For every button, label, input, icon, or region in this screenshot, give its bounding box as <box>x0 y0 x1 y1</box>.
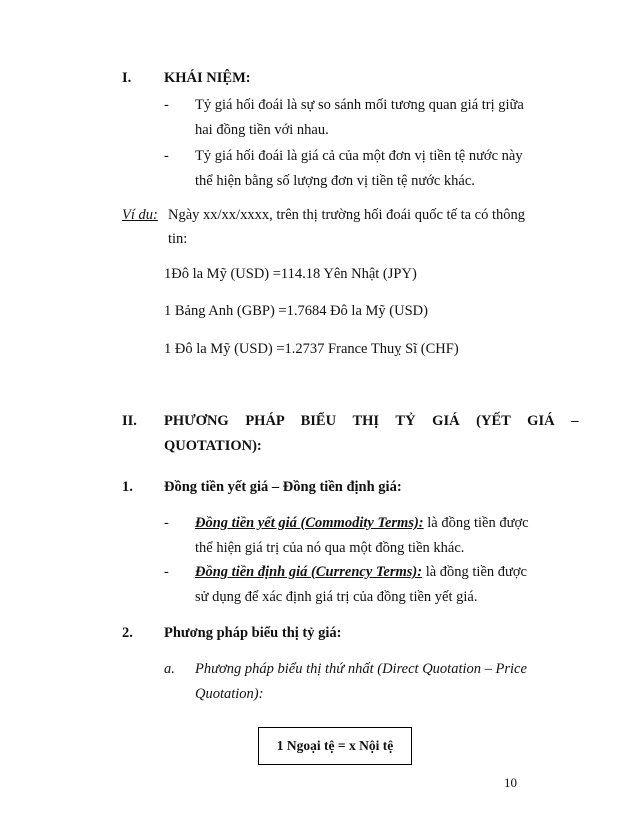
term-line <box>195 563 527 581</box>
bullet-dash: - <box>164 515 169 531</box>
term-description: là đồng tiền được <box>422 564 527 580</box>
bullet-dash: - <box>164 148 169 164</box>
exchange-rate-line: 1 Đô la Mỹ (USD) =1.2737 France Thuỵ Sĩ (CHF) <box>164 341 459 357</box>
subsection-1-number: 1. <box>122 479 133 495</box>
subsection-2-number: 2. <box>122 625 133 641</box>
bullet-dash: - <box>164 97 169 113</box>
page-number: 10 <box>504 775 517 790</box>
section-2-title-line: QUOTATION): <box>164 438 262 454</box>
item-a-text-line: Phương pháp biểu thị thứ nhất (Direct Quotation – Price <box>195 661 527 677</box>
section-2-number: II. <box>122 413 137 429</box>
bullet-dash: - <box>164 564 169 580</box>
section-2-title-line: PHƯƠNG PHÁP BIỂU THỊ TỶ GIÁ (YẾT GIÁ – <box>164 413 579 429</box>
bullet-text-line: thể hiện bằng số lượng đơn vị tiền tệ nước khác. <box>195 173 475 189</box>
section-1-number: I. <box>122 70 132 86</box>
formula-text: 1 Ngoại tệ = x Nội tệ <box>276 738 394 753</box>
section-1-title: KHÁI NIỆM: <box>164 70 251 86</box>
exchange-rate-line: 1Đô la Mỹ (USD) =114.18 Yên Nhật (JPY) <box>164 266 417 282</box>
term-line <box>195 514 529 532</box>
subsection-1-title: Đồng tiền yết giá – Đồng tiền định giá: <box>164 479 402 495</box>
term-commodity: Đồng tiền yết giá (Commodity Terms): <box>195 515 424 531</box>
example-label: Ví du: <box>122 207 158 223</box>
term-description: là đồng tiền được <box>423 515 529 531</box>
example-text-line: Ngày xx/xx/xxxx, trên thị trường hối đoái quốc tế ta có thông <box>168 207 526 223</box>
bullet-text-line: sử dụng để xác định giá trị của đồng tiền yết giá. <box>195 589 478 605</box>
term-currency: Đồng tiền định giá (Currency Terms): <box>195 564 423 580</box>
bullet-text-line: Tỷ giá hối đoái là sự so sánh mối tương quan giá trị giữa <box>195 97 524 113</box>
example-text-line: tin: <box>168 231 188 247</box>
item-a-letter: a. <box>164 661 175 677</box>
bullet-text-line: thể hiện giá trị của nó qua một đồng tiền khác. <box>195 540 465 556</box>
bullet-text-line: Tỷ giá hối đoái là giá cả của một đơn vị tiền tệ nước này <box>195 148 523 164</box>
subsection-2-title: Phương pháp biểu thị tỷ giá: <box>164 625 342 641</box>
exchange-rate-line: 1 Bảng Anh (GBP) =1.7684 Đô la Mỹ (USD) <box>164 303 428 319</box>
bullet-text-line: hai đồng tiền với nhau. <box>195 122 329 138</box>
item-a-text-line: Quotation): <box>195 686 264 702</box>
formula-box <box>258 727 412 765</box>
